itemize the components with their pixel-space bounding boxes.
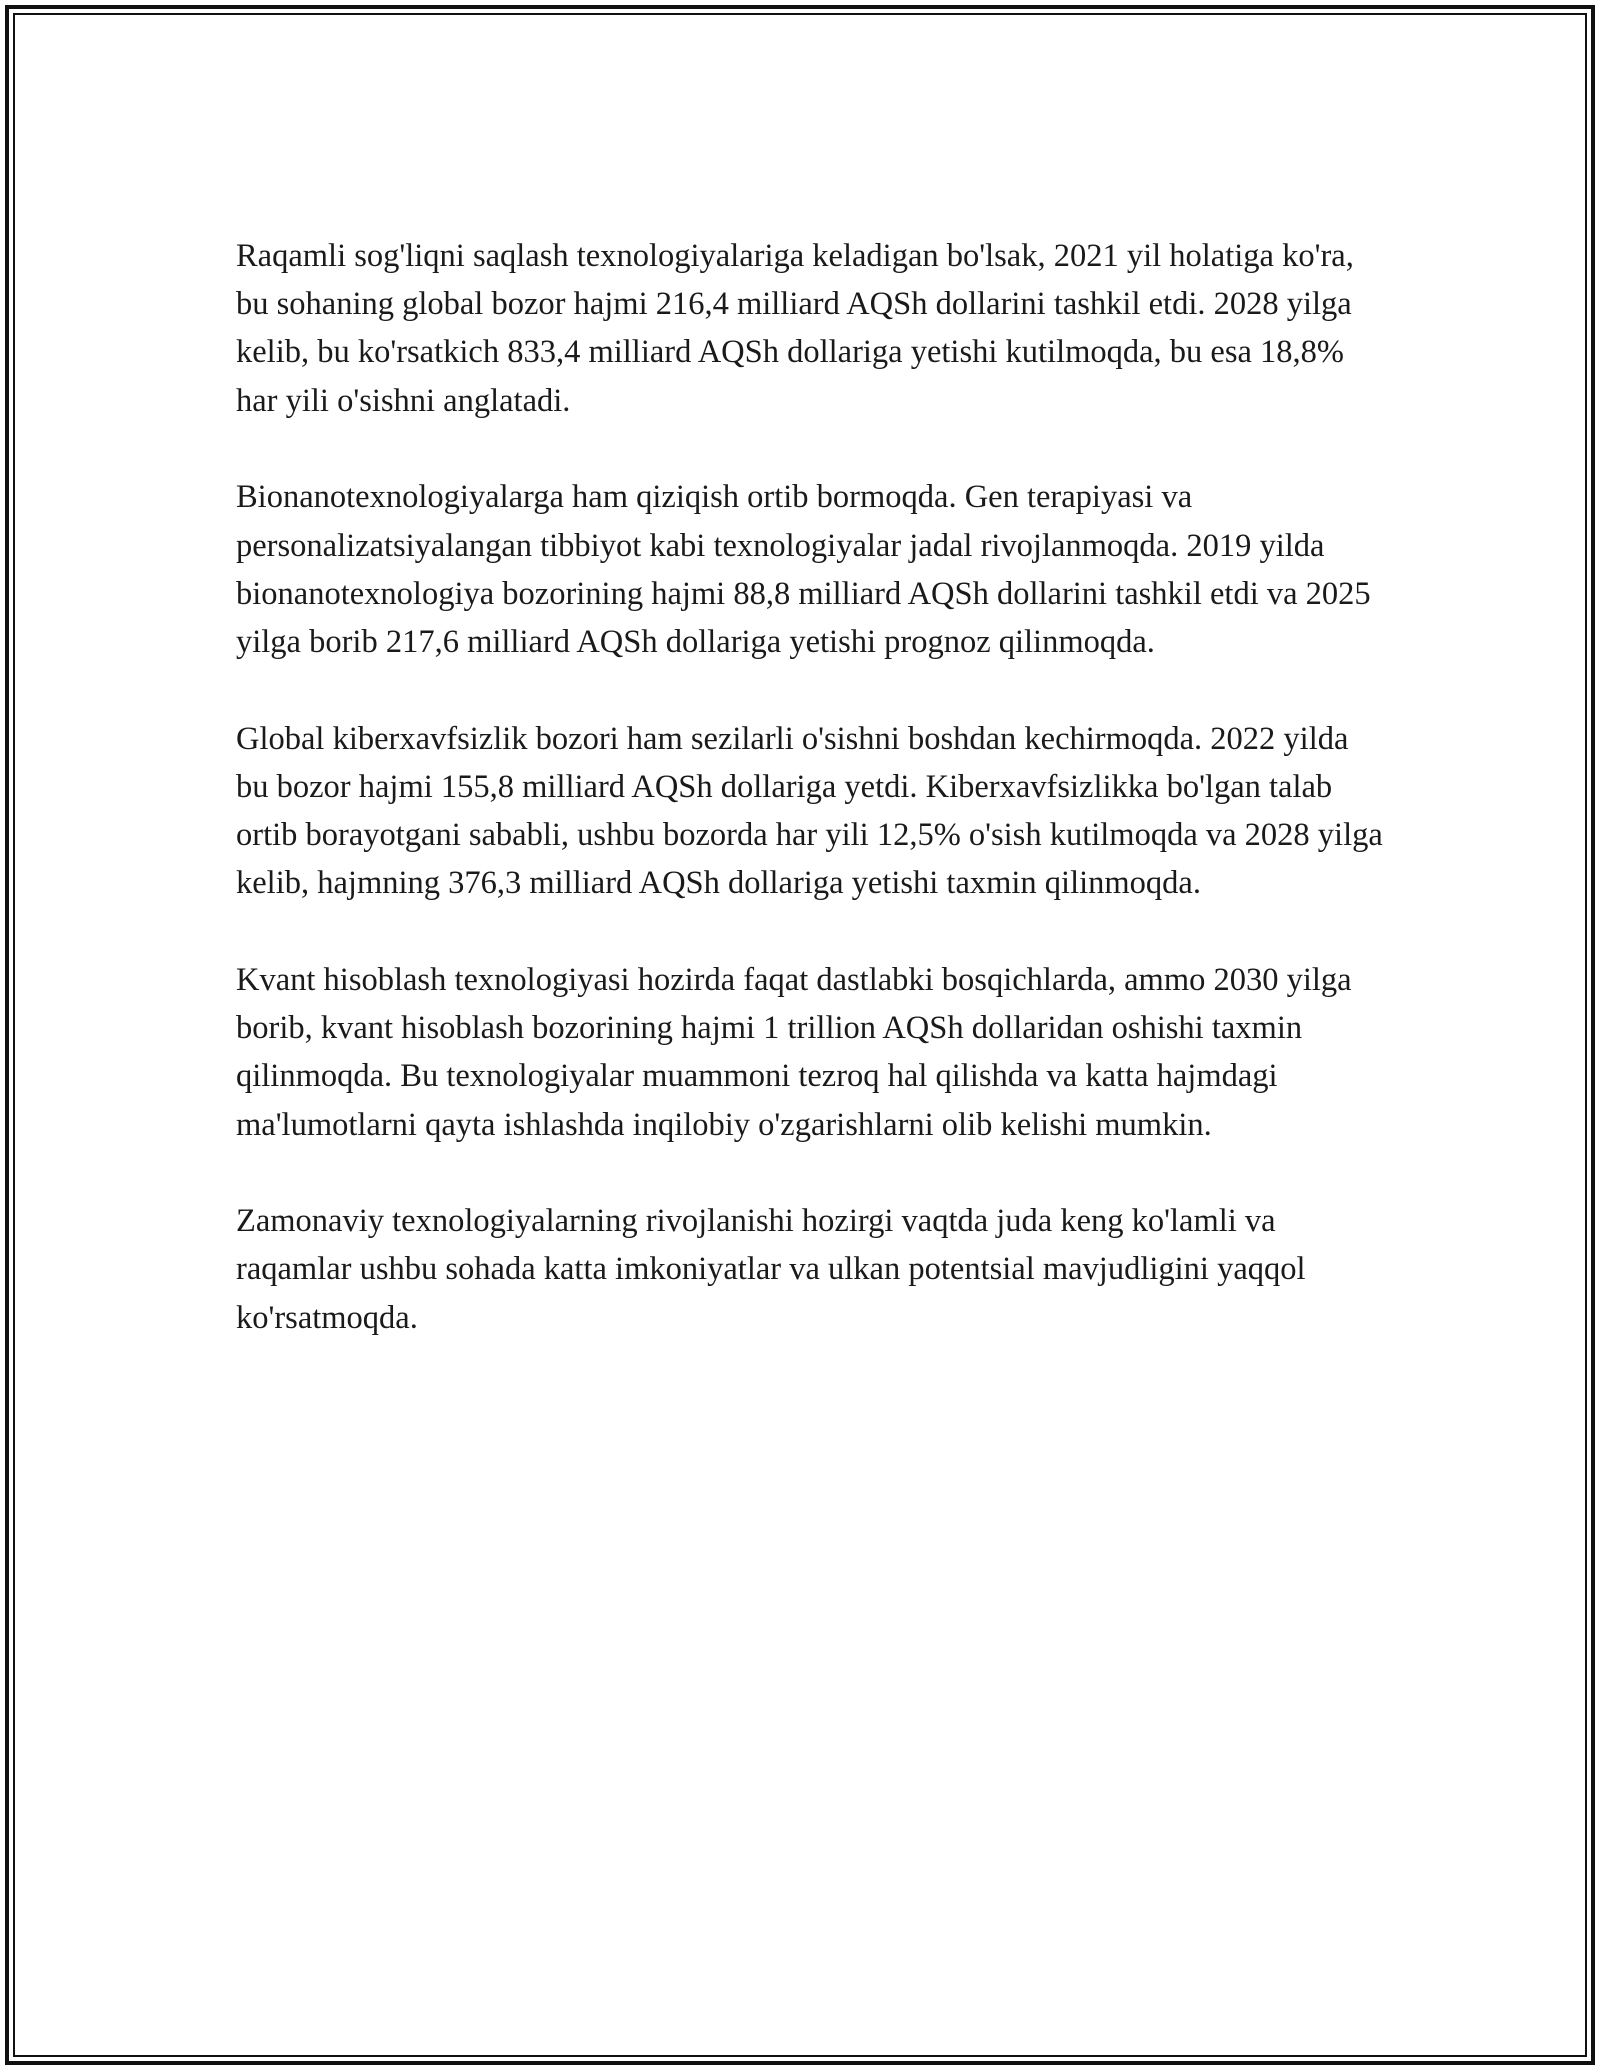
paragraph-bionanotech: Bionanotexnologiyalarga ham qiziqish ortib bormoqda. Gen terapiyasi va personalizatsiyalangan tibbiyot kabi texnologiyalar jadal rivojlanmoqda. 2019 yilda bionanotexnologiya bozorining hajmi 88,8 milliard AQSh dollarini tashkil etdi va 2025 yilga borib 217,6 milliard AQSh dollariga yetishi prognoz qilinmoqda. [236, 479, 1371, 660]
paragraph-conclusion: Zamonaviy texnologiyalarning rivojlanishi hozirgi vaqtda juda keng ko'lamli va raqamlar ushbu sohada katta imkoniyatlar va ulkan potentsial mavjudligini yaqqol ko'rsatmoqda. [236, 1203, 1306, 1336]
document-body [236, 232, 1386, 1390]
paragraph-digital-health: Raqamli sog'liqni saqlash texnologiyalariga keladigan bo'lsak, 2021 yil holatiga ko'ra, bu sohaning global bozor hajmi 216,4 milliard AQSh dollarini tashkil etdi. 2028 yilga kelib, bu ko'rsatkich 833,4 milliard AQSh dollariga yetishi kutilmoqda, bu esa 18,8% har yili o'sishni anglatadi. [236, 238, 1354, 419]
paragraph-cybersecurity: Global kiberxavfsizlik bozori ham sezilarli o'sishni boshdan kechirmoqda. 2022 yilda bu bozor hajmi 155,8 milliard AQSh dollariga yetdi. Kiberxavfsizlikka bo'lgan talab ortib borayotgani sababli, ushbu bozorda har yili 12,5% o'sish kutilmoqda va 2028 yilga kelib, hajmning 376,3 milliard AQSh dollariga yetishi taxmin qilinmoqda. [236, 720, 1383, 902]
paragraph-quantum-computing: Kvant hisoblash texnologiyasi hozirda faqat dastlabki bosqichlarda, ammo 2030 yilga borib, kvant hisoblash bozorining hajmi 1 trillion AQSh dollaridan oshishi taxmin qilinmoqda. Bu texnologiyalar muammoni tezroq hal qilishda va katta hajmdagi ma'lumotlarni qayta ishlashda inqilobiy o'zgarishlarni olib kelishi mumkin. [236, 961, 1352, 1143]
